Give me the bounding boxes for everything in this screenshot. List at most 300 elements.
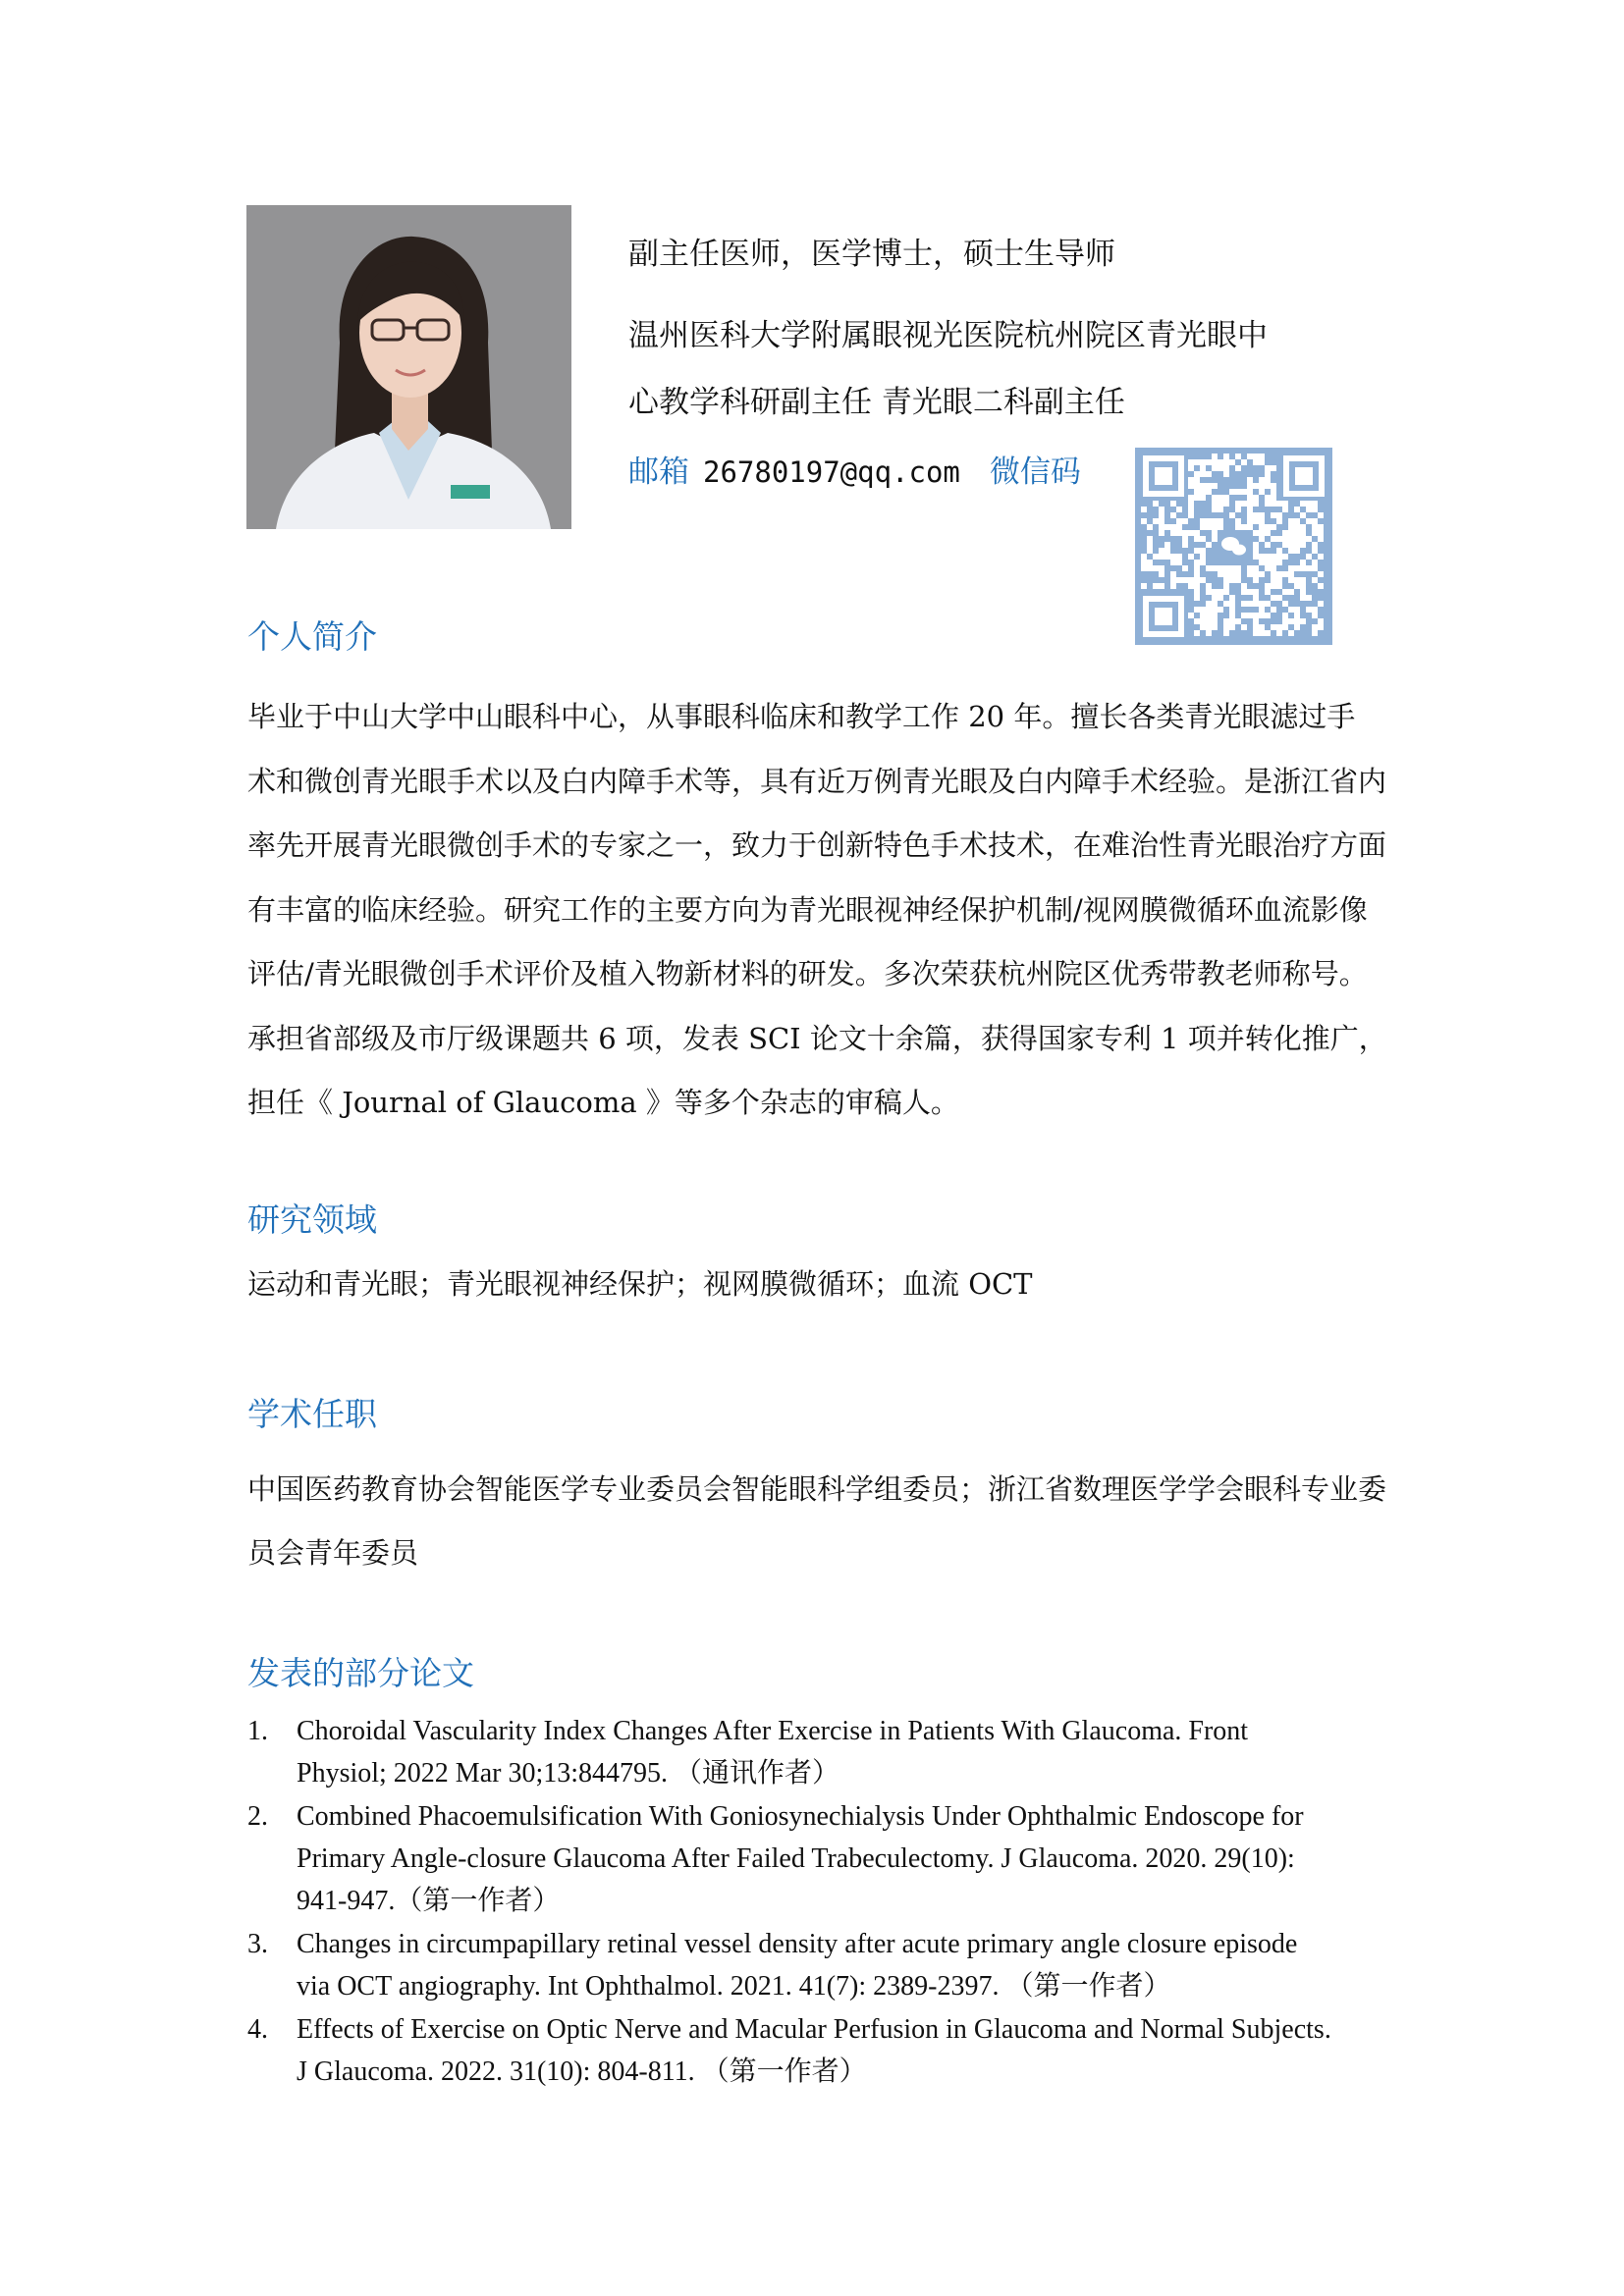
- qr-module: [1300, 595, 1306, 601]
- qr-module: [1241, 524, 1247, 530]
- qr-module: [1294, 524, 1300, 530]
- qr-module: [1253, 530, 1259, 536]
- qr-module: [1141, 560, 1147, 565]
- email-address[interactable]: 26780197@qq.com: [703, 455, 960, 489]
- qr-module: [1241, 501, 1247, 507]
- qr-module: [1241, 613, 1247, 618]
- qr-module: [1294, 536, 1300, 542]
- qr-module: [1212, 530, 1218, 536]
- qr-module: [1294, 613, 1300, 618]
- qr-module: [1247, 613, 1253, 618]
- qr-module: [1306, 518, 1312, 524]
- qr-module: [1229, 565, 1235, 571]
- qr-module: [1223, 454, 1229, 459]
- qr-module: [1235, 507, 1241, 512]
- qr-module: [1271, 554, 1276, 560]
- qr-module: [1282, 507, 1288, 512]
- qr-module: [1265, 530, 1271, 536]
- qr-module: [1276, 512, 1282, 518]
- qr-module: [1206, 524, 1212, 530]
- qr-module: [1212, 459, 1218, 465]
- qr-module: [1223, 583, 1229, 589]
- qr-module: [1200, 607, 1206, 613]
- qr-module: [1294, 583, 1300, 589]
- qr-module: [1200, 518, 1206, 524]
- profile-title: 副主任医师，医学博士，硕士生导师: [628, 237, 1115, 272]
- qr-module: [1223, 465, 1229, 471]
- qr-module: [1312, 630, 1318, 636]
- qr-module: [1164, 524, 1170, 530]
- positions-line: 员会青年委员: [247, 1536, 419, 1570]
- qr-module: [1253, 518, 1259, 524]
- intro-line: 术和微创青光眼手术以及白内障手术等，具有近万例青光眼及白内障手术经验。是浙江省内: [247, 764, 1387, 798]
- qr-module: [1253, 459, 1259, 465]
- qr-module: [1247, 601, 1253, 607]
- qr-module: [1206, 518, 1212, 524]
- qr-module: [1318, 536, 1324, 542]
- qr-module: [1188, 530, 1194, 536]
- qr-module: [1300, 530, 1306, 536]
- qr-module: [1218, 565, 1223, 571]
- qr-module: [1300, 524, 1306, 530]
- qr-module: [1206, 589, 1212, 595]
- qr-finder-top-left: [1143, 455, 1184, 497]
- qr-module: [1159, 583, 1164, 589]
- qr-module: [1182, 565, 1188, 571]
- qr-module: [1235, 565, 1241, 571]
- qr-module: [1265, 560, 1271, 565]
- qr-module: [1200, 483, 1206, 489]
- intro-line: 担任《 Journal of Glaucoma 》等多个杂志的审稿人。: [247, 1086, 959, 1119]
- qr-module: [1247, 507, 1253, 512]
- qr-module: [1318, 601, 1324, 607]
- paper-line: Effects of Exercise on Optic Nerve and Macular Perfusion in Glaucoma and Normal Subjects.: [297, 2014, 1331, 2045]
- qr-module: [1276, 571, 1282, 577]
- qr-module: [1282, 613, 1288, 618]
- qr-module: [1294, 565, 1300, 571]
- qr-module: [1170, 501, 1176, 507]
- qr-module: [1271, 560, 1276, 565]
- qr-module: [1253, 595, 1259, 601]
- paper-line: 941-947.（第一作者）: [297, 1886, 561, 1916]
- qr-module: [1212, 601, 1218, 607]
- qr-module: [1282, 554, 1288, 560]
- qr-module: [1223, 571, 1229, 577]
- qr-module: [1276, 583, 1282, 589]
- qr-module: [1159, 512, 1164, 518]
- qr-module: [1265, 483, 1271, 489]
- qr-module: [1288, 589, 1294, 595]
- qr-module: [1306, 595, 1312, 601]
- qr-module: [1229, 512, 1235, 518]
- qr-module: [1247, 518, 1253, 524]
- qr-module: [1229, 618, 1235, 624]
- qr-module: [1194, 530, 1200, 536]
- qr-module: [1253, 512, 1259, 518]
- paper-line: Combined Phacoemulsification With Goniosynechialysis Under Ophthalmic Endoscope for: [297, 1801, 1304, 1832]
- qr-module: [1276, 548, 1282, 554]
- qr-module: [1218, 589, 1223, 595]
- qr-module: [1229, 624, 1235, 630]
- qr-module: [1271, 501, 1276, 507]
- qr-module: [1212, 565, 1218, 571]
- qr-module: [1235, 465, 1241, 471]
- qr-module: [1206, 459, 1212, 465]
- qr-module: [1229, 571, 1235, 577]
- qr-module: [1200, 524, 1206, 530]
- paper-line: Primary Angle-closure Glaucoma After Failed Trabeculectomy. J Glaucoma. 2020. 29(10):: [297, 1843, 1295, 1874]
- qr-module: [1194, 607, 1200, 613]
- qr-module: [1271, 512, 1276, 518]
- qr-module: [1247, 524, 1253, 530]
- qr-module: [1318, 583, 1324, 589]
- qr-module: [1282, 501, 1288, 507]
- qr-module: [1259, 607, 1265, 613]
- qr-module: [1300, 501, 1306, 507]
- qr-module: [1147, 542, 1153, 548]
- qr-module: [1312, 548, 1318, 554]
- qr-module: [1164, 548, 1170, 554]
- qr-module: [1282, 601, 1288, 607]
- qr-module: [1259, 630, 1265, 636]
- qr-module: [1194, 630, 1200, 636]
- qr-module: [1223, 459, 1229, 465]
- qr-module: [1188, 465, 1194, 471]
- qr-module: [1206, 471, 1212, 477]
- qr-module: [1206, 565, 1212, 571]
- qr-module: [1212, 495, 1218, 501]
- qr-module: [1253, 565, 1259, 571]
- qr-module: [1288, 577, 1294, 583]
- qr-module: [1306, 507, 1312, 512]
- qr-module: [1300, 618, 1306, 624]
- wechat-icon: [1218, 530, 1250, 562]
- qr-module: [1200, 459, 1206, 465]
- qr-module: [1312, 507, 1318, 512]
- qr-module: [1200, 618, 1206, 624]
- qr-finder-bottom-left: [1143, 596, 1184, 637]
- qr-module: [1235, 577, 1241, 583]
- qr-module: [1206, 489, 1212, 495]
- qr-module: [1276, 630, 1282, 636]
- qr-module: [1223, 577, 1229, 583]
- qr-module: [1200, 554, 1206, 560]
- qr-module: [1147, 536, 1153, 542]
- qr-module: [1200, 536, 1206, 542]
- qr-module: [1288, 630, 1294, 636]
- qr-module: [1288, 536, 1294, 542]
- qr-module: [1170, 577, 1176, 583]
- qr-module: [1212, 624, 1218, 630]
- qr-module: [1312, 524, 1318, 530]
- qr-module: [1259, 571, 1265, 577]
- paper-line: Changes in circumpapillary retinal vessel density after acute primary angle closure episode: [297, 1929, 1298, 1959]
- qr-module: [1318, 624, 1324, 630]
- qr-module: [1241, 583, 1247, 589]
- paper-line: J Glaucoma. 2022. 31(10): 804-811. （第一作者）: [297, 2056, 867, 2087]
- qr-module: [1212, 454, 1218, 459]
- qr-module: [1300, 512, 1306, 518]
- qr-module: [1259, 518, 1265, 524]
- qr-module: [1159, 565, 1164, 571]
- qr-module: [1259, 512, 1265, 518]
- qr-module: [1247, 571, 1253, 577]
- qr-module: [1200, 560, 1206, 565]
- qr-module: [1253, 618, 1259, 624]
- qr-module: [1206, 542, 1212, 548]
- qr-module: [1312, 577, 1318, 583]
- qr-module: [1300, 577, 1306, 583]
- qr-module: [1294, 548, 1300, 554]
- qr-module: [1223, 495, 1229, 501]
- qr-module: [1253, 613, 1259, 618]
- qr-module: [1188, 459, 1194, 465]
- qr-module: [1141, 565, 1147, 571]
- qr-module: [1282, 618, 1288, 624]
- paper-line: via OCT angiography. Int Ophthalmol. 2021. 41(7): 2389-2397. （第一作者）: [297, 1971, 1171, 2002]
- qr-module: [1200, 471, 1206, 477]
- qr-module: [1294, 542, 1300, 548]
- qr-module: [1276, 536, 1282, 542]
- qr-module: [1212, 507, 1218, 512]
- qr-module: [1312, 542, 1318, 548]
- qr-module: [1188, 554, 1194, 560]
- qr-module: [1300, 565, 1306, 571]
- qr-module: [1259, 477, 1265, 483]
- qr-module: [1194, 571, 1200, 577]
- qr-module: [1159, 530, 1164, 536]
- qr-module: [1265, 554, 1271, 560]
- qr-module: [1271, 565, 1276, 571]
- qr-module: [1288, 542, 1294, 548]
- qr-module: [1247, 483, 1253, 489]
- qr-module: [1247, 512, 1253, 518]
- qr-module: [1253, 554, 1259, 560]
- qr-module: [1259, 560, 1265, 565]
- qr-module: [1235, 518, 1241, 524]
- qr-module: [1159, 524, 1164, 530]
- paper-line: Physiol; 2022 Mar 30;13:844795. （通讯作者）: [297, 1758, 840, 1789]
- qr-module: [1212, 524, 1218, 530]
- qr-module: [1288, 565, 1294, 571]
- qr-module: [1288, 571, 1294, 577]
- qr-module: [1300, 536, 1306, 542]
- qr-module: [1265, 589, 1271, 595]
- qr-module: [1265, 477, 1271, 483]
- qr-module: [1188, 507, 1194, 512]
- qr-module: [1153, 565, 1159, 571]
- qr-module: [1265, 465, 1271, 471]
- qr-module: [1218, 571, 1223, 577]
- portrait-photo: [246, 205, 571, 529]
- qr-module: [1223, 565, 1229, 571]
- qr-module: [1247, 501, 1253, 507]
- paper-number: 1.: [247, 1716, 268, 1746]
- qr-module: [1265, 583, 1271, 589]
- qr-module: [1235, 501, 1241, 507]
- qr-module: [1318, 571, 1324, 577]
- intro-line: 承担省部级及市厅级课题共 6 项，发表 SCI 论文十余篇，获得国家专利 1 项并转化推广，: [247, 1021, 1387, 1055]
- qr-module: [1271, 465, 1276, 471]
- qr-module: [1182, 577, 1188, 583]
- qr-module: [1276, 501, 1282, 507]
- qr-module: [1200, 577, 1206, 583]
- portrait-illustration: [246, 205, 571, 529]
- intro-line: 评估/青光眼微创手术评价及植入物新材料的研发。多次荣获杭州院区优秀带教老师称号。: [247, 957, 1368, 990]
- positions-heading: 学术任职: [247, 1395, 377, 1433]
- qr-module: [1300, 560, 1306, 565]
- qr-module: [1218, 459, 1223, 465]
- qr-module: [1188, 477, 1194, 483]
- qr-module: [1318, 512, 1324, 518]
- qr-module: [1259, 536, 1265, 542]
- qr-module: [1229, 595, 1235, 601]
- qr-module: [1271, 483, 1276, 489]
- qr-module: [1200, 624, 1206, 630]
- qr-module: [1265, 613, 1271, 618]
- qr-module: [1294, 618, 1300, 624]
- qr-module: [1276, 577, 1282, 583]
- qr-module: [1176, 524, 1182, 530]
- qr-module: [1170, 512, 1176, 518]
- qr-module: [1194, 565, 1200, 571]
- qr-module: [1188, 501, 1194, 507]
- qr-module: [1259, 483, 1265, 489]
- qr-module: [1282, 536, 1288, 542]
- qr-module: [1218, 518, 1223, 524]
- qr-module: [1318, 618, 1324, 624]
- qr-module: [1288, 530, 1294, 536]
- qr-module: [1200, 495, 1206, 501]
- qr-module: [1194, 483, 1200, 489]
- qr-module: [1247, 454, 1253, 459]
- qr-module: [1241, 489, 1247, 495]
- qr-module: [1271, 595, 1276, 601]
- qr-module: [1247, 477, 1253, 483]
- qr-module: [1188, 613, 1194, 618]
- qr-module: [1223, 618, 1229, 624]
- qr-module: [1218, 524, 1223, 530]
- qr-module: [1188, 512, 1194, 518]
- qr-module: [1212, 613, 1218, 618]
- qr-module: [1194, 471, 1200, 477]
- qr-module: [1300, 589, 1306, 595]
- qr-module: [1212, 595, 1218, 601]
- qr-module: [1306, 554, 1312, 560]
- qr-module: [1188, 495, 1194, 501]
- qr-module: [1312, 607, 1318, 613]
- qr-module: [1276, 518, 1282, 524]
- qr-module: [1241, 459, 1247, 465]
- qr-module: [1212, 501, 1218, 507]
- intro-line: 毕业于中山大学中山眼科中心，从事眼科临床和教学工作 20 年。擅长各类青光眼滤过手: [247, 700, 1356, 733]
- qr-module: [1200, 489, 1206, 495]
- qr-module: [1259, 530, 1265, 536]
- email-label: 邮箱: [628, 454, 689, 490]
- paper-item: [247, 2008, 1386, 2093]
- qr-module: [1200, 465, 1206, 471]
- qr-module: [1241, 589, 1247, 595]
- qr-module: [1282, 571, 1288, 577]
- qr-module: [1253, 577, 1259, 583]
- qr-module: [1300, 542, 1306, 548]
- qr-module: [1212, 465, 1218, 471]
- qr-module: [1147, 548, 1153, 554]
- qr-module: [1212, 483, 1218, 489]
- qr-code-graphic: [1135, 448, 1332, 645]
- papers-list: [247, 1710, 1386, 2094]
- paper-number: 2.: [247, 1801, 268, 1832]
- qr-module: [1170, 524, 1176, 530]
- qr-module: [1200, 613, 1206, 618]
- qr-module: [1235, 571, 1241, 577]
- qr-module: [1218, 607, 1223, 613]
- qr-module: [1312, 565, 1318, 571]
- qr-module: [1271, 495, 1276, 501]
- qr-module: [1170, 530, 1176, 536]
- wechat-qr-code[interactable]: [1135, 448, 1332, 645]
- qr-module: [1212, 589, 1218, 595]
- qr-module: [1188, 483, 1194, 489]
- qr-module: [1194, 489, 1200, 495]
- qr-module: [1288, 618, 1294, 624]
- qr-module: [1259, 601, 1265, 607]
- qr-module: [1170, 571, 1176, 577]
- qr-module: [1253, 501, 1259, 507]
- qr-module: [1194, 583, 1200, 589]
- paper-number: 3.: [247, 1929, 268, 1959]
- qr-module: [1164, 542, 1170, 548]
- qr-module: [1312, 501, 1318, 507]
- qr-module: [1212, 607, 1218, 613]
- qr-module: [1312, 560, 1318, 565]
- qr-module: [1206, 613, 1212, 618]
- qr-module: [1288, 518, 1294, 524]
- qr-module: [1241, 624, 1247, 630]
- qr-module: [1176, 530, 1182, 536]
- qr-module: [1223, 630, 1229, 636]
- papers-heading: 发表的部分论文: [247, 1654, 474, 1692]
- qr-module: [1247, 495, 1253, 501]
- qr-module: [1235, 524, 1241, 530]
- intro-heading: 个人简介: [247, 617, 377, 656]
- qr-module: [1223, 601, 1229, 607]
- qr-module: [1312, 518, 1318, 524]
- qr-module: [1259, 459, 1265, 465]
- qr-module: [1253, 548, 1259, 554]
- wechat-label: 微信码: [989, 454, 1081, 490]
- qr-module: [1218, 495, 1223, 501]
- qr-module: [1159, 571, 1164, 577]
- positions-line: 中国医药教育协会智能医学专业委员会智能眼科学组委员；浙江省数理医学学会眼科专业委: [247, 1472, 1387, 1506]
- qr-module: [1206, 618, 1212, 624]
- qr-module: [1312, 624, 1318, 630]
- qr-module: [1259, 454, 1265, 459]
- qr-module: [1288, 524, 1294, 530]
- qr-module: [1253, 589, 1259, 595]
- qr-module: [1306, 501, 1312, 507]
- qr-module: [1153, 501, 1159, 507]
- qr-module: [1229, 613, 1235, 618]
- qr-module: [1282, 530, 1288, 536]
- contact-row: [628, 453, 1081, 492]
- qr-module: [1182, 536, 1188, 542]
- qr-module: [1218, 595, 1223, 601]
- qr-module: [1164, 554, 1170, 560]
- institution-line-2: 心教学科研副主任 青光眼二科副主任: [628, 385, 1125, 420]
- qr-module: [1218, 465, 1223, 471]
- qr-module: [1218, 507, 1223, 512]
